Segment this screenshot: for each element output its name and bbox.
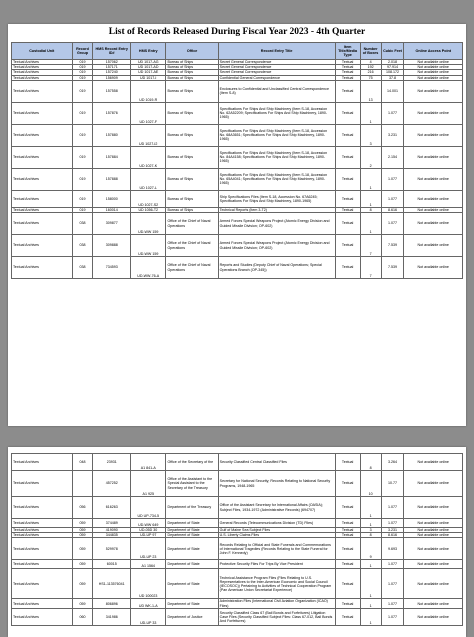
online-access-point-cell: Not available online — [404, 538, 463, 560]
table-row — [12, 65, 463, 70]
online-access-point-cell: Not available online — [404, 533, 463, 538]
record-group-cell: 059 — [72, 538, 93, 560]
custodial-unit-cell: Textual Archives — [12, 533, 73, 538]
hms-entry-cell: UD 1027-L — [131, 168, 166, 190]
hms-record-entry-id-cell: 529978 — [93, 538, 131, 560]
record-group-cell: 019 — [72, 65, 93, 70]
office-cell: Department of Justice — [166, 608, 218, 625]
record-entry-title-cell: Security Classified Central Classified Files — [218, 454, 335, 471]
media-type-cell: Textual — [335, 560, 360, 569]
online-access-point-cell: Not available online — [404, 124, 463, 146]
media-type-cell: Textual — [335, 60, 360, 65]
hms-entry-cell: UD-WW-76-A — [131, 257, 166, 279]
record-entry-title-cell: Secret General Correspondence — [218, 60, 335, 65]
cubic-feet-cell: 1.077 — [381, 569, 404, 599]
media-type-cell: Textual — [335, 80, 360, 102]
hms-entry-cell: UD 1027-I2 — [131, 124, 166, 146]
media-type-cell: Textual — [335, 213, 360, 235]
record-entry-title-cell: Reports and Studies (Deputy Chief of Naval Operations; Special Operations Branch (OP-345)) — [218, 257, 335, 279]
office-cell: Bureau of Ships — [166, 124, 218, 146]
cubic-feet-cell: 10.77 — [381, 471, 404, 497]
media-type-cell: Textual — [335, 599, 360, 608]
record-group-cell: 060 — [72, 608, 93, 625]
media-type-cell: Textual — [335, 533, 360, 538]
record-entry-title-cell: U.S. Liberty Claims Files — [218, 533, 335, 538]
table-row — [12, 569, 463, 599]
media-type-cell: Textual — [335, 257, 360, 279]
hms-record-entry-id-cell: 157062 — [93, 60, 131, 65]
record-group-cell: 059 — [72, 560, 93, 569]
online-access-point-cell: Not available online — [404, 528, 463, 533]
number-of-boxes-cell: 1 — [360, 519, 381, 528]
document-page-1 — [8, 24, 466, 426]
hms-entry-cell: UD-WW 159 — [131, 213, 166, 235]
media-type-cell: Textual — [335, 454, 360, 471]
record-group-cell: 019 — [72, 75, 93, 80]
custodial-unit-cell: Textual Archives — [12, 538, 73, 560]
record-group-cell: 056 — [72, 497, 93, 519]
number-of-boxes-cell: 7 — [360, 235, 381, 257]
table-row — [12, 599, 463, 608]
media-type-cell: Textual — [335, 497, 360, 519]
office-cell: Bureau of Ships — [166, 102, 218, 124]
hms-record-entry-id-cell: 156909 — [93, 75, 131, 80]
number-of-boxes-cell: 1 — [360, 213, 381, 235]
media-type-cell: Textual — [335, 168, 360, 190]
record-group-cell: 019 — [72, 102, 93, 124]
table-row — [12, 146, 463, 168]
custodial-unit-cell: Textual Archives — [12, 497, 73, 519]
record-group-cell: 019 — [72, 207, 93, 212]
office-cell: Department of State — [166, 599, 218, 608]
table-header-row — [12, 43, 463, 60]
office-cell: Bureau of Ships — [166, 70, 218, 75]
cubic-feet-cell: 1.077 — [381, 608, 404, 625]
record-group-cell: 019 — [72, 168, 93, 190]
custodial-unit-cell: Textual Archives — [12, 65, 73, 70]
header-hms-entry: HMS Entry — [131, 43, 166, 60]
table-row — [12, 75, 463, 80]
office-cell: Department of State — [166, 560, 218, 569]
custodial-unit-cell: Textual Archives — [12, 207, 73, 212]
record-entry-title-cell: Confidential General Correspondence — [218, 75, 335, 80]
hms-entry-cell: UD WK-1-A — [131, 599, 166, 608]
number-of-boxes-cell: 75 — [360, 75, 381, 80]
cubic-feet-cell: 97.914 — [381, 65, 404, 70]
record-group-cell: 038 — [72, 257, 93, 279]
media-type-cell: Textual — [335, 538, 360, 560]
online-access-point-cell: Not available online — [404, 235, 463, 257]
number-of-boxes-cell: 7 — [360, 257, 381, 279]
records-table — [11, 42, 463, 279]
record-group-cell: 038 — [72, 213, 93, 235]
custodial-unit-cell: Textual Archives — [12, 213, 73, 235]
media-type-cell: Textual — [335, 75, 360, 80]
office-cell: Department of State — [166, 569, 218, 599]
hms-entry-cell: UD 100023 — [131, 569, 166, 599]
hms-record-entry-id-cell: 734593 — [93, 257, 131, 279]
online-access-point-cell: Not available online — [404, 75, 463, 80]
hms-record-entry-id-cell: 309888 — [93, 235, 131, 257]
custodial-unit-cell: Textual Archives — [12, 528, 73, 533]
header-cubic-feet: Cubic Feet — [381, 43, 404, 60]
hms-entry-cell: UD 1017-AD — [131, 65, 166, 70]
custodial-unit-cell: Textual Archives — [12, 471, 73, 497]
office-cell: Bureau of Ships — [166, 80, 218, 102]
record-entry-title-cell: Secret General Correspondence — [218, 65, 335, 70]
cubic-feet-cell: 8.616 — [381, 533, 404, 538]
media-type-cell: Textual — [335, 528, 360, 533]
record-entry-title-cell: Security Classified Class 67 (Bail Bonds and Forfeitures) Litigation Case Files (Security Classified Subject Files: Class 67-012, Bail Bonds And Forfeitures) — [218, 608, 335, 625]
custodial-unit-cell: Textual Archives — [12, 235, 73, 257]
hms-entry-cell: UD 1019-R — [131, 80, 166, 102]
record-group-cell: 019 — [72, 124, 93, 146]
cubic-feet-cell: 7.539 — [381, 235, 404, 257]
record-entry-title-cell: Records Relating to Official and State Funerals and Commemorations of International Tragedies (Records Relating to the State Funeral for John F. Kennedy) — [218, 538, 335, 560]
hms-record-entry-id-cell: 344835 — [93, 533, 131, 538]
number-of-boxes-cell: 8 — [360, 454, 381, 471]
media-type-cell: Textual — [335, 190, 360, 207]
cubic-feet-cell: 2.018 — [381, 60, 404, 65]
number-of-boxes-cell: 1 — [360, 569, 381, 599]
number-of-boxes-cell: 3 — [360, 124, 381, 146]
office-cell: Office of the Chief of Naval Operations — [166, 235, 218, 257]
record-group-cell: 019 — [72, 70, 93, 75]
cubic-feet-cell: 37.8 — [381, 75, 404, 80]
hms-entry-cell: UD 1017-I — [131, 75, 166, 80]
hms-entry-cell: UD 1027-S2 — [131, 190, 166, 207]
hms-record-entry-id-cell: 374489 — [93, 519, 131, 528]
table-row — [12, 80, 463, 102]
cubic-feet-cell: 1.077 — [381, 213, 404, 235]
hms-record-entry-id-cell: 457252 — [93, 471, 131, 497]
record-entry-title-cell: Administration Files (International Civil Aviation Organization (ICAO) Files) — [218, 599, 335, 608]
media-type-cell: Textual — [335, 519, 360, 528]
hms-record-entry-id-cell: 616263 — [93, 497, 131, 519]
office-cell: Bureau of Ships — [166, 168, 218, 190]
number-of-boxes-cell: 4 — [360, 60, 381, 65]
custodial-unit-cell: Textual Archives — [12, 519, 73, 528]
cubic-feet-cell: 3.264 — [381, 454, 404, 471]
hms-entry-cell: UD 1017-AE — [131, 70, 166, 75]
hms-entry-cell: UD-05D 30 — [131, 528, 166, 533]
online-access-point-cell: Not available online — [404, 519, 463, 528]
online-access-point-cell: Not available online — [404, 65, 463, 70]
office-cell: Bureau of Ships — [166, 75, 218, 80]
online-access-point-cell: Not available online — [404, 569, 463, 599]
record-group-cell — [72, 471, 93, 497]
online-access-point-cell: Not available online — [404, 102, 463, 124]
record-entry-title-cell: Protective Security Files For Trips By Vice President — [218, 560, 335, 569]
hms-record-entry-id-cell: 60015 — [93, 560, 131, 569]
hms-record-entry-id-cell: 309877 — [93, 213, 131, 235]
record-entry-title-cell: Specifications For Ships And Ship Machinery (Item S-18, Accession No. 65A4041; Specifications For Ships And Ship Machinery, 1890-1965) — [218, 168, 335, 190]
hms-record-entry-id-cell: 419090 — [93, 528, 131, 533]
cubic-feet-cell: 1.077 — [381, 599, 404, 608]
header-office: Office — [166, 43, 218, 60]
number-of-boxes-cell: 1 — [360, 599, 381, 608]
header-online-access-point: Online Access Point — [404, 43, 463, 60]
cubic-feet-cell: 14.001 — [381, 80, 404, 102]
record-entry-title-cell: General Records (Telecommunications Division (TD) Files) — [218, 519, 335, 528]
cubic-feet-cell: 9.693 — [381, 538, 404, 560]
table-row — [12, 454, 463, 471]
online-access-point-cell: Not available online — [404, 80, 463, 102]
number-of-boxes-cell: 3 — [360, 528, 381, 533]
cubic-feet-cell: 1.077 — [381, 168, 404, 190]
custodial-unit-cell: Textual Archives — [12, 70, 73, 75]
online-access-point-cell: Not available online — [404, 471, 463, 497]
header-hms-record-entry-id: HMS Record Entry ID# — [93, 43, 131, 60]
online-access-point-cell: Not available online — [404, 60, 463, 65]
media-type-cell: Textual — [335, 608, 360, 625]
hms-record-entry-id-cell: 157876 — [93, 102, 131, 124]
office-cell: Office of the Chief of Naval Operations — [166, 213, 218, 235]
hms-entry-cell: UD-UP 33 — [131, 608, 166, 625]
media-type-cell: Textual — [335, 124, 360, 146]
office-cell: Office of the Assistant to the Special Assistant to the Secretary of the Treasury — [166, 471, 218, 497]
table-row — [12, 528, 463, 533]
record-group-cell: 059 — [72, 533, 93, 538]
record-entry-title-cell: Gulf of Maine Sea Subject Files — [218, 528, 335, 533]
hms-entry-cell: UD-UP 23 — [131, 538, 166, 560]
hms-record-entry-id-cell: 157171 — [93, 65, 131, 70]
table-row — [12, 560, 463, 569]
office-cell: Department of the Treasury — [166, 497, 218, 519]
cubic-feet-cell: 1.077 — [381, 497, 404, 519]
number-of-boxes-cell: 216 — [360, 70, 381, 75]
table-row — [12, 213, 463, 235]
hms-record-entry-id-cell: 157880 — [93, 124, 131, 146]
cubic-feet-cell: 108.172 — [381, 70, 404, 75]
number-of-boxes-cell: 1 — [360, 102, 381, 124]
media-type-cell: Textual — [335, 102, 360, 124]
number-of-boxes-cell: 8 — [360, 207, 381, 212]
number-of-boxes-cell: 2 — [360, 146, 381, 168]
office-cell: Office of the Secretary of the — [166, 454, 218, 471]
table-row — [12, 102, 463, 124]
media-type-cell: Textual — [335, 65, 360, 70]
media-type-cell: Textual — [335, 146, 360, 168]
office-cell: Department of State — [166, 528, 218, 533]
record-group-cell: 019 — [72, 190, 93, 207]
number-of-boxes-cell: 9 — [360, 538, 381, 560]
online-access-point-cell: Not available online — [404, 257, 463, 279]
number-of-boxes-cell: 1 — [360, 560, 381, 569]
record-entry-title-cell: Secretary for National Security; Records Relating to National Security Programs, 1948-1965 — [218, 471, 335, 497]
hms-entry-cell: UD 1017-AG — [131, 60, 166, 65]
media-type-cell: Textual — [335, 235, 360, 257]
cubic-feet-cell: 1.077 — [381, 190, 404, 207]
office-cell: Bureau of Ships — [166, 207, 218, 212]
number-of-boxes-cell: 1 — [360, 168, 381, 190]
online-access-point-cell: Not available online — [404, 599, 463, 608]
office-cell: Bureau of Ships — [166, 146, 218, 168]
office-cell: Department of State — [166, 533, 218, 538]
record-group-cell: 059 — [72, 528, 93, 533]
custodial-unit-cell: Textual Archives — [12, 60, 73, 65]
record-entry-title-cell: Ship Specifications Files (Item S-18, Accession No. 67A6245; Specifications For Ships And Ship Machinery, 1890-1965) — [218, 190, 335, 207]
custodial-unit-cell: Textual Archives — [12, 102, 73, 124]
online-access-point-cell: Not available online — [404, 560, 463, 569]
table-row — [12, 519, 463, 528]
number-of-boxes-cell: 1 — [360, 190, 381, 207]
hms-entry-cell: A1 925 — [131, 471, 166, 497]
hms-record-entry-id-cell: 160014 — [93, 207, 131, 212]
cubic-feet-cell: 1.077 — [381, 102, 404, 124]
online-access-point-cell: Not available online — [404, 608, 463, 625]
media-type-cell: Textual — [335, 70, 360, 75]
table-row — [12, 124, 463, 146]
custodial-unit-cell: Textual Archives — [12, 146, 73, 168]
header-record-entry-title: Record Entry Title — [218, 43, 335, 60]
media-type-cell: Textual — [335, 569, 360, 599]
custodial-unit-cell: Textual Archives — [12, 190, 73, 207]
hms-entry-cell: A1 1564 — [131, 560, 166, 569]
table-row — [12, 60, 463, 65]
custodial-unit-cell: Textual Archives — [12, 257, 73, 279]
record-entry-title-cell: Secret General Correspondence — [218, 70, 335, 75]
hms-entry-cell: UD UP-734-5 — [131, 497, 166, 519]
online-access-point-cell: Not available online — [404, 213, 463, 235]
record-group-cell: 059 — [72, 519, 93, 528]
hms-record-entry-id-cell: 341986 — [93, 608, 131, 625]
header-record-group: Record Group — [72, 43, 93, 60]
hms-entry-cell: UD-WW 649 — [131, 519, 166, 528]
online-access-point-cell: Not available online — [404, 207, 463, 212]
number-of-boxes-cell: 10 — [360, 471, 381, 497]
table-row — [12, 471, 463, 497]
record-group-cell: 059 — [72, 569, 93, 599]
media-type-cell: Textual — [335, 471, 360, 497]
cubic-feet-cell: 7.539 — [381, 257, 404, 279]
cubic-feet-cell: 1.077 — [381, 560, 404, 569]
table-row — [12, 533, 463, 538]
hms-entry-cell: UD 1027-F — [131, 102, 166, 124]
records-table-continued — [11, 453, 463, 626]
cubic-feet-cell: 8.616 — [381, 207, 404, 212]
hms-entry-cell: UD 1056-T2 — [131, 207, 166, 212]
office-cell: Office of the Chief of Naval Operations — [166, 257, 218, 279]
table-row — [12, 235, 463, 257]
header-custodial-unit: Custodial Unit — [12, 43, 73, 60]
hms-record-entry-id-cell: 806896 — [93, 599, 131, 608]
record-entry-title-cell: Technical Reports (Item 3-T2) — [218, 207, 335, 212]
office-cell: Department of State — [166, 538, 218, 560]
table-row — [12, 70, 463, 75]
record-group-cell: 048 — [72, 454, 93, 471]
record-entry-title-cell: Specifications For Ships And Ship Machinery (Item S-18, Accession No. 62A52209; Specifications For Ships And Ship Machinery, 1890-1965) — [218, 102, 335, 124]
table-row — [12, 538, 463, 560]
online-access-point-cell: Not available online — [404, 146, 463, 168]
cubic-feet-cell: 2.154 — [381, 146, 404, 168]
hms-entry-cell: UD-UP 97 — [131, 533, 166, 538]
hms-record-entry-id-cell: 158000 — [93, 190, 131, 207]
record-group-cell: 019 — [72, 80, 93, 102]
table-row — [12, 190, 463, 207]
hms-record-entry-id-cell: 157888 — [93, 168, 131, 190]
document-page-2 — [8, 447, 466, 637]
hms-record-entry-id-cell: 157884 — [93, 146, 131, 168]
office-cell: Bureau of Ships — [166, 65, 218, 70]
cubic-feet-cell: 3.231 — [381, 124, 404, 146]
custodial-unit-cell: Textual Archives — [12, 168, 73, 190]
media-type-cell: Textual — [335, 207, 360, 212]
custodial-unit-cell: Textual Archives — [12, 124, 73, 146]
online-access-point-cell: Not available online — [404, 454, 463, 471]
record-entry-title-cell: Technical Assistance Program Files (Files Relating to U.S. Representatives to the Inter-American Economic and Social Council (IECOSOC)) Pertaining to Activities of Technical Cooperation Program (Pan American Union Secretariat Experience) — [218, 569, 335, 599]
record-entry-title-cell: Office of the Assistant Secretary for International Affairs (OASIA); Subject Files, 1934-1972 (Administrative Records) (694707) — [218, 497, 335, 519]
table-row — [12, 257, 463, 279]
record-entry-title-cell: Specifications For Ships And Ship Machinery (Item S-18, Accession No. 68A3651; Specifications For Ships And Ship Machinery, 1890-1965) — [218, 124, 335, 146]
hms-record-entry-id-cell: HS1-113576041 — [93, 569, 131, 599]
office-cell: Bureau of Ships — [166, 60, 218, 65]
header-item-title-media-type: Item Title/Media Type — [335, 43, 360, 60]
table-row — [12, 168, 463, 190]
custodial-unit-cell: Textual Archives — [12, 560, 73, 569]
table-row — [12, 497, 463, 519]
record-group-cell: 019 — [72, 60, 93, 65]
online-access-point-cell: Not available online — [404, 190, 463, 207]
custodial-unit-cell: Textual Archives — [12, 599, 73, 608]
number-of-boxes-cell: 1 — [360, 608, 381, 625]
record-group-cell: 038 — [72, 235, 93, 257]
hms-record-entry-id-cell: 23931 — [93, 454, 131, 471]
office-cell: Bureau of Ships — [166, 190, 218, 207]
record-group-cell: 059 — [72, 599, 93, 608]
custodial-unit-cell: Textual Archives — [12, 569, 73, 599]
cubic-feet-cell: 1.077 — [381, 519, 404, 528]
number-of-boxes-cell: 13 — [360, 80, 381, 102]
custodial-unit-cell: Textual Archives — [12, 75, 73, 80]
cubic-feet-cell: 3.231 — [381, 528, 404, 533]
table-row — [12, 608, 463, 625]
hms-entry-cell: UD 1027-K — [131, 146, 166, 168]
hms-entry-cell: A1 841-A — [131, 454, 166, 471]
custodial-unit-cell: Textual Archives — [12, 608, 73, 625]
hms-entry-cell: UD-WW 159 — [131, 235, 166, 257]
record-entry-title-cell: Enclosures to Confidential and Unclassified Central Correspondence (Item S-8) — [218, 80, 335, 102]
header-number-of-boxes: Number of Boxes — [360, 43, 381, 60]
record-entry-title-cell: Specifications For Ships And Ship Machinery (Item S-18, Accession No. 84A4158; Specifications For Ships And Ship Machinery, 1890-1965) — [218, 146, 335, 168]
office-cell: Department of State — [166, 519, 218, 528]
record-entry-title-cell: Armed Forces Special Weapons Project (Atomic Energy Division and Guided Missile Division; OP-602) — [218, 235, 335, 257]
custodial-unit-cell: Textual Archives — [12, 80, 73, 102]
online-access-point-cell: Not available online — [404, 70, 463, 75]
record-group-cell: 019 — [72, 146, 93, 168]
custodial-unit-cell: Textual Archives — [12, 454, 73, 471]
hms-record-entry-id-cell: 157240 — [93, 70, 131, 75]
online-access-point-cell: Not available online — [404, 168, 463, 190]
online-access-point-cell: Not available online — [404, 497, 463, 519]
document-title: List of Records Released During Fiscal Year 2023 - 4th Quarter — [108, 27, 366, 37]
record-entry-title-cell: Armed Forces Special Weapons Project (Atomic Energy Division and Guided Missile Division; OP-602) — [218, 213, 335, 235]
hms-record-entry-id-cell: 157558 — [93, 80, 131, 102]
number-of-boxes-cell: 8 — [360, 533, 381, 538]
number-of-boxes-cell: 1 — [360, 497, 381, 519]
number-of-boxes-cell: 192 — [360, 65, 381, 70]
table-row — [12, 207, 463, 212]
